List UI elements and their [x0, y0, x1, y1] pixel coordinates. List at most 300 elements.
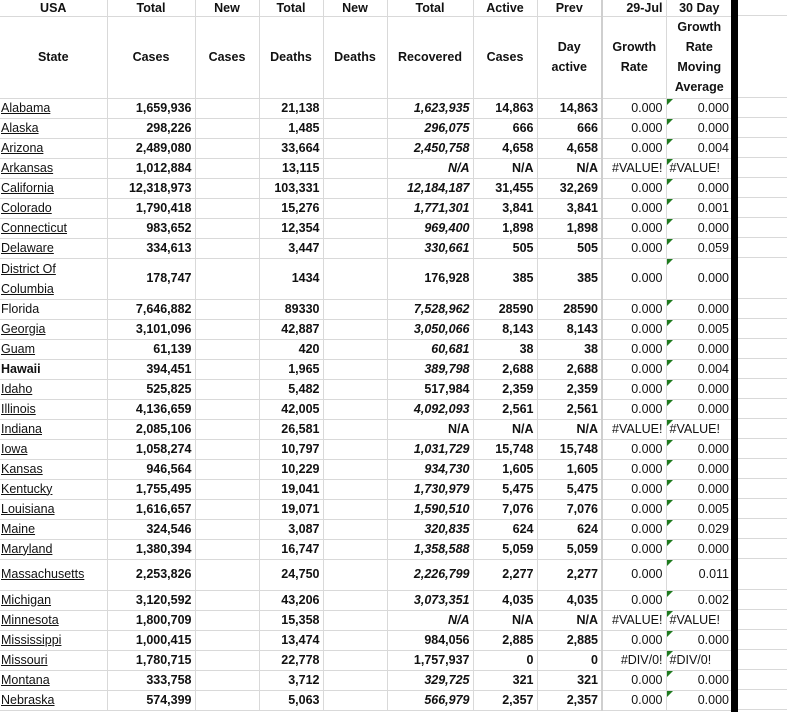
active-cases-cell[interactable]: 0 [473, 650, 537, 670]
active-cases-cell[interactable]: 7,076 [473, 499, 537, 519]
active-cases-cell[interactable]: 385 [473, 258, 537, 299]
growth-rate-cell[interactable]: 0.000 [602, 499, 666, 519]
growth-rate-cell[interactable]: 0.000 [602, 630, 666, 650]
header-total-2[interactable]: Total [259, 0, 323, 16]
prev-day-active-cell[interactable]: 3,841 [537, 198, 602, 218]
recovered-cell[interactable]: 3,050,066 [387, 319, 473, 339]
prev-day-active-cell[interactable]: 385 [537, 258, 602, 299]
state-link[interactable]: Arkansas [1, 160, 54, 175]
new-deaths-cell[interactable] [323, 610, 387, 630]
total-deaths-cell[interactable]: 19,071 [259, 499, 323, 519]
new-deaths-cell[interactable] [323, 178, 387, 198]
state-cell[interactable] [0, 399, 107, 419]
recovered-cell[interactable]: N/A [387, 158, 473, 178]
total-deaths-cell[interactable]: 3,712 [259, 670, 323, 690]
new-deaths-cell[interactable] [323, 198, 387, 218]
growth-rate-30d-cell[interactable]: 0.004 [666, 138, 732, 158]
prev-day-active-cell[interactable]: 2,561 [537, 399, 602, 419]
recovered-cell[interactable]: 7,528,962 [387, 299, 473, 319]
state-link[interactable]: Maryland [1, 541, 53, 556]
state-link[interactable]: California [1, 180, 54, 195]
growth-rate-30d-cell[interactable]: #DIV/0! [666, 650, 732, 670]
header-state[interactable]: State [0, 16, 107, 98]
active-cases-cell[interactable]: 3,841 [473, 198, 537, 218]
state-cell[interactable] [0, 610, 107, 630]
header-deaths-1[interactable]: Deaths [259, 16, 323, 98]
growth-rate-cell[interactable]: 0.000 [602, 178, 666, 198]
growth-rate-30d-cell[interactable]: 0.000 [666, 118, 732, 138]
new-cases-cell[interactable] [195, 98, 259, 118]
prev-day-active-cell[interactable]: 4,035 [537, 590, 602, 610]
total-deaths-cell[interactable]: 19,041 [259, 479, 323, 499]
new-deaths-cell[interactable] [323, 559, 387, 590]
active-cases-cell[interactable]: 2,277 [473, 559, 537, 590]
state-cell[interactable] [0, 559, 107, 590]
total-cases-cell[interactable]: 983,652 [107, 218, 195, 238]
recovered-cell[interactable]: 566,979 [387, 690, 473, 710]
growth-rate-cell[interactable]: 0.000 [602, 379, 666, 399]
state-link[interactable]: Louisiana [1, 501, 55, 516]
total-deaths-cell[interactable]: 3,087 [259, 519, 323, 539]
prev-day-active-cell[interactable]: 0 [537, 650, 602, 670]
new-cases-cell[interactable] [195, 650, 259, 670]
state-cell[interactable] [0, 359, 107, 379]
active-cases-cell[interactable]: 624 [473, 519, 537, 539]
growth-rate-cell[interactable]: 0.000 [602, 198, 666, 218]
recovered-cell[interactable]: 12,184,187 [387, 178, 473, 198]
new-cases-cell[interactable] [195, 590, 259, 610]
growth-rate-30d-cell[interactable]: 0.000 [666, 670, 732, 690]
header-new-1[interactable]: New [195, 0, 259, 16]
state-cell[interactable] [0, 319, 107, 339]
state-link[interactable]: Alabama [1, 100, 51, 115]
new-cases-cell[interactable] [195, 218, 259, 238]
growth-rate-cell[interactable]: 0.000 [602, 359, 666, 379]
state-cell[interactable] [0, 339, 107, 359]
state-link[interactable]: Maine [1, 521, 36, 536]
total-cases-cell[interactable]: 574,399 [107, 690, 195, 710]
active-cases-cell[interactable]: 666 [473, 118, 537, 138]
state-cell[interactable] [0, 238, 107, 258]
growth-rate-30d-cell[interactable]: 0.000 [666, 439, 732, 459]
growth-rate-30d-cell[interactable]: 0.000 [666, 299, 732, 319]
state-link[interactable]: Nebraska [1, 692, 55, 707]
prev-day-active-cell[interactable]: N/A [537, 419, 602, 439]
header-deaths-2[interactable]: Deaths [323, 16, 387, 98]
recovered-cell[interactable]: 934,730 [387, 459, 473, 479]
header-growth-rate[interactable] [602, 16, 666, 98]
total-deaths-cell[interactable]: 33,664 [259, 138, 323, 158]
state-link[interactable]: Georgia [1, 321, 46, 336]
growth-rate-30d-cell[interactable]: 0.000 [666, 339, 732, 359]
new-deaths-cell[interactable] [323, 359, 387, 379]
growth-rate-cell[interactable]: 0.000 [602, 258, 666, 299]
total-cases-cell[interactable]: 525,825 [107, 379, 195, 399]
state-cell[interactable] [0, 198, 107, 218]
new-deaths-cell[interactable] [323, 670, 387, 690]
total-deaths-cell[interactable]: 42,887 [259, 319, 323, 339]
state-link[interactable]: Kansas [1, 461, 43, 476]
state-link[interactable]: Massachusetts [1, 567, 85, 581]
active-cases-cell[interactable]: 14,863 [473, 98, 537, 118]
total-deaths-cell[interactable]: 12,354 [259, 218, 323, 238]
new-deaths-cell[interactable] [323, 399, 387, 419]
state-cell[interactable] [0, 459, 107, 479]
state-cell[interactable] [0, 670, 107, 690]
total-deaths-cell[interactable]: 89330 [259, 299, 323, 319]
growth-rate-30d-cell[interactable]: 0.000 [666, 479, 732, 499]
total-deaths-cell[interactable]: 42,005 [259, 399, 323, 419]
header-usa[interactable]: USA [0, 0, 107, 16]
total-cases-cell[interactable]: 1,800,709 [107, 610, 195, 630]
growth-rate-cell[interactable]: 0.000 [602, 138, 666, 158]
new-cases-cell[interactable] [195, 479, 259, 499]
total-cases-cell[interactable]: 178,747 [107, 258, 195, 299]
state-cell[interactable] [0, 218, 107, 238]
total-cases-cell[interactable]: 298,226 [107, 118, 195, 138]
recovered-cell[interactable]: 1,771,301 [387, 198, 473, 218]
prev-day-active-cell[interactable]: 5,059 [537, 539, 602, 559]
prev-day-active-cell[interactable]: 4,658 [537, 138, 602, 158]
header-total-1[interactable]: Total [107, 0, 195, 16]
total-deaths-cell[interactable]: 10,797 [259, 439, 323, 459]
state-cell[interactable] [0, 419, 107, 439]
recovered-cell[interactable]: 1,590,510 [387, 499, 473, 519]
total-cases-cell[interactable]: 3,120,592 [107, 590, 195, 610]
prev-day-active-cell[interactable]: N/A [537, 158, 602, 178]
new-cases-cell[interactable] [195, 499, 259, 519]
recovered-cell[interactable]: N/A [387, 419, 473, 439]
new-deaths-cell[interactable] [323, 479, 387, 499]
header-active[interactable]: Active [473, 0, 537, 16]
state-cell[interactable] [0, 539, 107, 559]
active-cases-cell[interactable]: 5,059 [473, 539, 537, 559]
total-deaths-cell[interactable]: 103,331 [259, 178, 323, 198]
new-cases-cell[interactable] [195, 539, 259, 559]
growth-rate-30d-cell[interactable]: 0.000 [666, 539, 732, 559]
state-link[interactable]: Illinois [1, 401, 36, 416]
new-deaths-cell[interactable] [323, 499, 387, 519]
recovered-cell[interactable]: 984,056 [387, 630, 473, 650]
new-deaths-cell[interactable] [323, 158, 387, 178]
new-cases-cell[interactable] [195, 359, 259, 379]
recovered-cell[interactable]: 1,358,588 [387, 539, 473, 559]
state-cell[interactable] [0, 690, 107, 710]
growth-rate-30d-cell[interactable]: 0.011 [666, 559, 732, 590]
growth-rate-cell[interactable]: #VALUE! [602, 610, 666, 630]
state-cell[interactable] [0, 258, 107, 299]
growth-rate-cell[interactable]: #VALUE! [602, 419, 666, 439]
header-new-2[interactable]: New [323, 0, 387, 16]
active-cases-cell[interactable]: 15,748 [473, 439, 537, 459]
total-deaths-cell[interactable]: 3,447 [259, 238, 323, 258]
total-deaths-cell[interactable]: 5,482 [259, 379, 323, 399]
growth-rate-cell[interactable]: 0.000 [602, 238, 666, 258]
state-cell[interactable] [0, 158, 107, 178]
new-deaths-cell[interactable] [323, 379, 387, 399]
total-cases-cell[interactable]: 1,790,418 [107, 198, 195, 218]
state-link[interactable]: Colorado [1, 200, 52, 215]
new-cases-cell[interactable] [195, 258, 259, 299]
recovered-cell[interactable]: 1,757,937 [387, 650, 473, 670]
state-link[interactable]: Arizona [1, 140, 44, 155]
recovered-cell[interactable]: 296,075 [387, 118, 473, 138]
total-cases-cell[interactable]: 1,616,657 [107, 499, 195, 519]
growth-rate-30d-cell[interactable]: 0.000 [666, 218, 732, 238]
recovered-cell[interactable]: 60,681 [387, 339, 473, 359]
new-deaths-cell[interactable] [323, 218, 387, 238]
active-cases-cell[interactable]: 38 [473, 339, 537, 359]
total-deaths-cell[interactable]: 420 [259, 339, 323, 359]
total-cases-cell[interactable]: 333,758 [107, 670, 195, 690]
prev-day-active-cell[interactable]: N/A [537, 610, 602, 630]
new-cases-cell[interactable] [195, 158, 259, 178]
prev-day-active-cell[interactable]: 321 [537, 670, 602, 690]
header-day-active[interactable] [537, 16, 602, 98]
state-link[interactable]: Montana [1, 672, 50, 687]
growth-rate-cell[interactable]: 0.000 [602, 98, 666, 118]
total-deaths-cell[interactable]: 10,229 [259, 459, 323, 479]
state-link[interactable]: Guam [1, 341, 36, 356]
new-deaths-cell[interactable] [323, 299, 387, 319]
header-growth-rate-moving-average[interactable] [666, 16, 732, 98]
state-cell[interactable] [0, 439, 107, 459]
growth-rate-30d-cell[interactable]: 0.000 [666, 630, 732, 650]
growth-rate-cell[interactable]: 0.000 [602, 459, 666, 479]
state-cell[interactable] [0, 178, 107, 198]
state-link[interactable]: Minnesota [1, 612, 59, 627]
state-link[interactable]: Iowa [1, 441, 28, 456]
new-deaths-cell[interactable] [323, 630, 387, 650]
header-date[interactable]: 29-Jul [602, 0, 666, 16]
growth-rate-30d-cell[interactable]: 0.001 [666, 198, 732, 218]
growth-rate-30d-cell[interactable]: 0.000 [666, 258, 732, 299]
total-cases-cell[interactable]: 3,101,096 [107, 319, 195, 339]
new-deaths-cell[interactable] [323, 258, 387, 299]
new-cases-cell[interactable] [195, 339, 259, 359]
state-link[interactable]: Kentucky [1, 481, 53, 496]
state-link[interactable]: District Of Columbia [1, 261, 56, 296]
state-link[interactable]: Indiana [1, 421, 43, 436]
new-cases-cell[interactable] [195, 559, 259, 590]
prev-day-active-cell[interactable]: 624 [537, 519, 602, 539]
header-prev[interactable]: Prev [537, 0, 602, 16]
state-cell[interactable] [0, 479, 107, 499]
new-deaths-cell[interactable] [323, 590, 387, 610]
recovered-cell[interactable]: 1,730,979 [387, 479, 473, 499]
header-recovered[interactable]: Recovered [387, 16, 473, 98]
state-cell[interactable] [0, 98, 107, 118]
prev-day-active-cell[interactable]: 2,688 [537, 359, 602, 379]
state-cell[interactable] [0, 379, 107, 399]
total-cases-cell[interactable]: 1,000,415 [107, 630, 195, 650]
total-cases-cell[interactable]: 1,380,394 [107, 539, 195, 559]
growth-rate-30d-cell[interactable]: 0.000 [666, 98, 732, 118]
recovered-cell[interactable]: 329,725 [387, 670, 473, 690]
active-cases-cell[interactable]: 8,143 [473, 319, 537, 339]
total-cases-cell[interactable]: 4,136,659 [107, 399, 195, 419]
header-cases-1[interactable]: Cases [107, 16, 195, 98]
prev-day-active-cell[interactable]: 505 [537, 238, 602, 258]
prev-day-active-cell[interactable]: 38 [537, 339, 602, 359]
total-deaths-cell[interactable]: 43,206 [259, 590, 323, 610]
growth-rate-30d-cell[interactable]: #VALUE! [666, 419, 732, 439]
prev-day-active-cell[interactable]: 666 [537, 118, 602, 138]
growth-rate-cell[interactable]: #VALUE! [602, 158, 666, 178]
total-cases-cell[interactable]: 2,489,080 [107, 138, 195, 158]
header-total-3[interactable]: Total [387, 0, 473, 16]
new-cases-cell[interactable] [195, 399, 259, 419]
new-cases-cell[interactable] [195, 459, 259, 479]
state-link[interactable]: Delaware [1, 240, 54, 255]
prev-day-active-cell[interactable]: 28590 [537, 299, 602, 319]
prev-day-active-cell[interactable]: 15,748 [537, 439, 602, 459]
prev-day-active-cell[interactable]: 2,885 [537, 630, 602, 650]
new-cases-cell[interactable] [195, 319, 259, 339]
recovered-cell[interactable]: 517,984 [387, 379, 473, 399]
prev-day-active-cell[interactable]: 7,076 [537, 499, 602, 519]
total-deaths-cell[interactable]: 22,778 [259, 650, 323, 670]
state-link[interactable]: Connecticut [1, 220, 68, 235]
growth-rate-cell[interactable]: 0.000 [602, 118, 666, 138]
active-cases-cell[interactable]: 1,605 [473, 459, 537, 479]
recovered-cell[interactable]: 176,928 [387, 258, 473, 299]
recovered-cell[interactable]: 2,450,758 [387, 138, 473, 158]
total-cases-cell[interactable]: 1,058,274 [107, 439, 195, 459]
new-cases-cell[interactable] [195, 178, 259, 198]
state-cell[interactable] [0, 519, 107, 539]
new-cases-cell[interactable] [195, 519, 259, 539]
active-cases-cell[interactable]: 4,035 [473, 590, 537, 610]
prev-day-active-cell[interactable]: 14,863 [537, 98, 602, 118]
active-cases-cell[interactable]: 2,688 [473, 359, 537, 379]
state-cell[interactable] [0, 499, 107, 519]
total-cases-cell[interactable]: 394,451 [107, 359, 195, 379]
new-cases-cell[interactable] [195, 690, 259, 710]
total-deaths-cell[interactable]: 16,747 [259, 539, 323, 559]
state-cell[interactable] [0, 118, 107, 138]
state-cell[interactable] [0, 299, 107, 319]
active-cases-cell[interactable]: 1,898 [473, 218, 537, 238]
prev-day-active-cell[interactable]: 5,475 [537, 479, 602, 499]
active-cases-cell[interactable]: N/A [473, 610, 537, 630]
recovered-cell[interactable]: 1,623,935 [387, 98, 473, 118]
state-cell[interactable] [0, 650, 107, 670]
state-cell[interactable] [0, 630, 107, 650]
growth-rate-cell[interactable]: #DIV/0! [602, 650, 666, 670]
state-link[interactable]: Mississippi [1, 632, 62, 647]
growth-rate-30d-cell[interactable]: 0.000 [666, 690, 732, 710]
prev-day-active-cell[interactable]: 32,269 [537, 178, 602, 198]
total-deaths-cell[interactable]: 26,581 [259, 419, 323, 439]
prev-day-active-cell[interactable]: 8,143 [537, 319, 602, 339]
active-cases-cell[interactable]: 4,658 [473, 138, 537, 158]
new-deaths-cell[interactable] [323, 339, 387, 359]
new-deaths-cell[interactable] [323, 419, 387, 439]
new-deaths-cell[interactable] [323, 319, 387, 339]
growth-rate-cell[interactable]: 0.000 [602, 399, 666, 419]
total-cases-cell[interactable]: 7,646,882 [107, 299, 195, 319]
total-deaths-cell[interactable]: 15,358 [259, 610, 323, 630]
new-cases-cell[interactable] [195, 439, 259, 459]
growth-rate-cell[interactable]: 0.000 [602, 539, 666, 559]
active-cases-cell[interactable]: 2,359 [473, 379, 537, 399]
recovered-cell[interactable]: 389,798 [387, 359, 473, 379]
recovered-cell[interactable]: 1,031,729 [387, 439, 473, 459]
total-deaths-cell[interactable]: 15,276 [259, 198, 323, 218]
growth-rate-cell[interactable]: 0.000 [602, 218, 666, 238]
total-deaths-cell[interactable]: 1,485 [259, 118, 323, 138]
growth-rate-30d-cell[interactable]: 0.059 [666, 238, 732, 258]
active-cases-cell[interactable]: N/A [473, 419, 537, 439]
total-cases-cell[interactable]: 1,780,715 [107, 650, 195, 670]
total-cases-cell[interactable]: 12,318,973 [107, 178, 195, 198]
prev-day-active-cell[interactable]: 2,357 [537, 690, 602, 710]
total-cases-cell[interactable]: 1,012,884 [107, 158, 195, 178]
header-cases-2[interactable]: Cases [195, 16, 259, 98]
active-cases-cell[interactable]: 2,357 [473, 690, 537, 710]
recovered-cell[interactable]: 969,400 [387, 218, 473, 238]
growth-rate-30d-cell[interactable]: 0.005 [666, 319, 732, 339]
active-cases-cell[interactable]: 31,455 [473, 178, 537, 198]
new-cases-cell[interactable] [195, 610, 259, 630]
new-deaths-cell[interactable] [323, 118, 387, 138]
recovered-cell[interactable]: 3,073,351 [387, 590, 473, 610]
growth-rate-cell[interactable]: 0.000 [602, 670, 666, 690]
new-cases-cell[interactable] [195, 419, 259, 439]
state-link[interactable]: Missouri [1, 652, 48, 667]
growth-rate-30d-cell[interactable]: 0.002 [666, 590, 732, 610]
recovered-cell[interactable]: 2,226,799 [387, 559, 473, 590]
total-deaths-cell[interactable]: 1434 [259, 258, 323, 299]
recovered-cell[interactable]: 4,092,093 [387, 399, 473, 419]
new-deaths-cell[interactable] [323, 439, 387, 459]
total-cases-cell[interactable]: 1,659,936 [107, 98, 195, 118]
new-cases-cell[interactable] [195, 198, 259, 218]
total-cases-cell[interactable]: 946,564 [107, 459, 195, 479]
growth-rate-cell[interactable]: 0.000 [602, 690, 666, 710]
active-cases-cell[interactable]: 505 [473, 238, 537, 258]
growth-rate-30d-cell[interactable]: 0.000 [666, 379, 732, 399]
active-cases-cell[interactable]: 321 [473, 670, 537, 690]
total-deaths-cell[interactable]: 1,965 [259, 359, 323, 379]
new-deaths-cell[interactable] [323, 138, 387, 158]
prev-day-active-cell[interactable]: 1,605 [537, 459, 602, 479]
total-cases-cell[interactable]: 2,085,106 [107, 419, 195, 439]
new-cases-cell[interactable] [195, 630, 259, 650]
growth-rate-cell[interactable]: 0.000 [602, 319, 666, 339]
state-cell[interactable] [0, 590, 107, 610]
prev-day-active-cell[interactable]: 2,277 [537, 559, 602, 590]
active-cases-cell[interactable]: 2,885 [473, 630, 537, 650]
total-deaths-cell[interactable]: 13,115 [259, 158, 323, 178]
total-deaths-cell[interactable]: 5,063 [259, 690, 323, 710]
new-cases-cell[interactable] [195, 379, 259, 399]
recovered-cell[interactable]: N/A [387, 610, 473, 630]
new-cases-cell[interactable] [195, 670, 259, 690]
new-cases-cell[interactable] [195, 238, 259, 258]
total-deaths-cell[interactable]: 13,474 [259, 630, 323, 650]
state-link[interactable]: Alaska [1, 120, 39, 135]
state-cell[interactable] [0, 138, 107, 158]
new-cases-cell[interactable] [195, 138, 259, 158]
growth-rate-30d-cell[interactable]: 0.000 [666, 459, 732, 479]
growth-rate-30d-cell[interactable]: 0.000 [666, 399, 732, 419]
new-deaths-cell[interactable] [323, 539, 387, 559]
new-deaths-cell[interactable] [323, 459, 387, 479]
active-cases-cell[interactable]: 5,475 [473, 479, 537, 499]
total-cases-cell[interactable]: 334,613 [107, 238, 195, 258]
